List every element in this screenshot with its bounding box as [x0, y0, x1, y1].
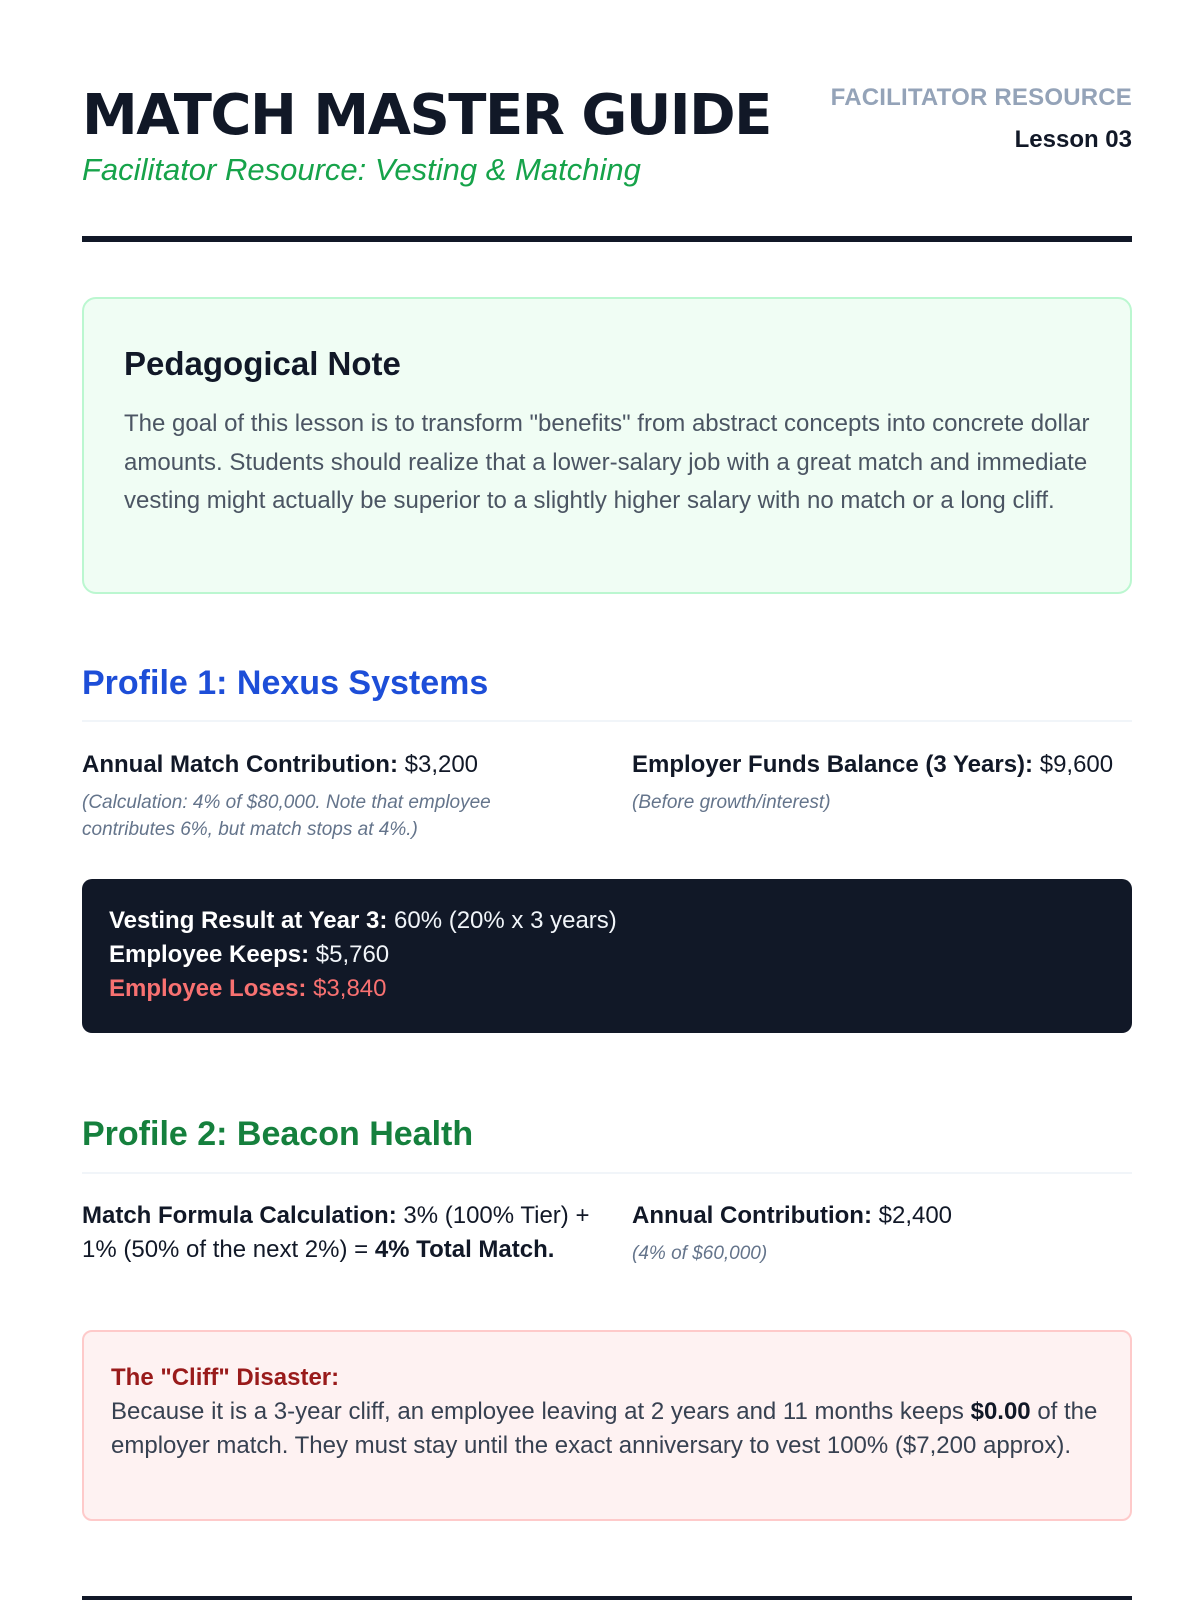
cliff-body-part-2: of the employer match. They must stay until the exact anniversary to vest 100% ($7,200 approx).: [111, 1398, 1098, 1459]
employee-keeps-line: [109, 938, 1105, 972]
contribution-value: $2,400: [871, 1202, 953, 1229]
document-subtitle: Facilitator Resource: Vesting & Matching: [82, 152, 641, 187]
annual-match-label: Annual Match Contribution:: [82, 751, 398, 778]
cliff-body-part-1: Because it is a 3-year cliff, an employee leaving at 2 years and 11 months keeps: [111, 1398, 971, 1425]
balance-value: $9,600: [1033, 751, 1114, 778]
profile-2-divider: [82, 1172, 1132, 1174]
pedagogical-note-box: [82, 297, 1132, 594]
profile-1-title: Profile 1: Nexus Systems: [82, 664, 489, 702]
annual-match-note: (Calculation: 4% of $80,000. Note that employee contributes 6%, but match stops at 4%.): [82, 792, 491, 840]
annual-contribution-stat: [632, 1199, 1132, 1233]
header-divider: [82, 236, 1132, 242]
keeps-label: Employee Keeps:: [109, 941, 310, 968]
loses-value: $3,840: [306, 975, 387, 1002]
balance-note: (Before growth/interest): [632, 792, 831, 813]
cliff-body-amount: $0.00: [970, 1398, 1031, 1425]
annual-match-value: $3,200: [397, 751, 479, 778]
annual-match-stat: [82, 748, 602, 782]
document-header: [82, 84, 1132, 244]
vesting-result-box: [82, 879, 1132, 1033]
vesting-value: 60% (20% x 3 years): [387, 907, 617, 934]
note-title: Pedagogical Note: [124, 345, 401, 382]
contribution-note: (4% of $60,000): [632, 1243, 768, 1264]
balance-label: Employer Funds Balance (3 Years):: [632, 751, 1034, 778]
note-body: The goal of this lesson is to transform "benefits" from abstract concepts into concrete dollar amounts. Students should realize that a lower-salary job with a great match and immediate vesting might actually be superior to a slightly higher salary with no match or a long cliff.: [124, 410, 1090, 514]
contribution-label: Annual Contribution:: [632, 1202, 872, 1229]
keeps-value: $5,760: [309, 941, 390, 968]
cliff-warning-box: [82, 1330, 1132, 1521]
loses-label: Employee Loses:: [109, 975, 307, 1002]
cliff-title: The "Cliff" Disaster:: [111, 1364, 340, 1391]
resource-label: FACILITATOR RESOURCE: [830, 84, 1132, 111]
footer-divider: [82, 1596, 1132, 1600]
formula-total: 4% Total Match.: [374, 1236, 555, 1263]
cliff-body: [111, 1395, 1103, 1463]
formula-label: Match Formula Calculation:: [82, 1202, 397, 1229]
formula-value: 3% (100% Tier) + 1% (50% of the next 2%) =: [82, 1202, 590, 1263]
header-meta: [831, 84, 1132, 154]
match-formula-stat: [82, 1199, 592, 1267]
document-title: MATCH MASTER GUIDE: [82, 83, 771, 148]
vesting-result-line: [109, 904, 1105, 938]
employee-loses-line: [109, 972, 1105, 1006]
lesson-number: Lesson 03: [1014, 126, 1132, 153]
balance-stat: [632, 748, 1132, 782]
profile-2-title: Profile 2: Beacon Health: [82, 1115, 474, 1153]
vesting-label: Vesting Result at Year 3:: [109, 907, 388, 934]
profile-1-divider: [82, 720, 1132, 722]
